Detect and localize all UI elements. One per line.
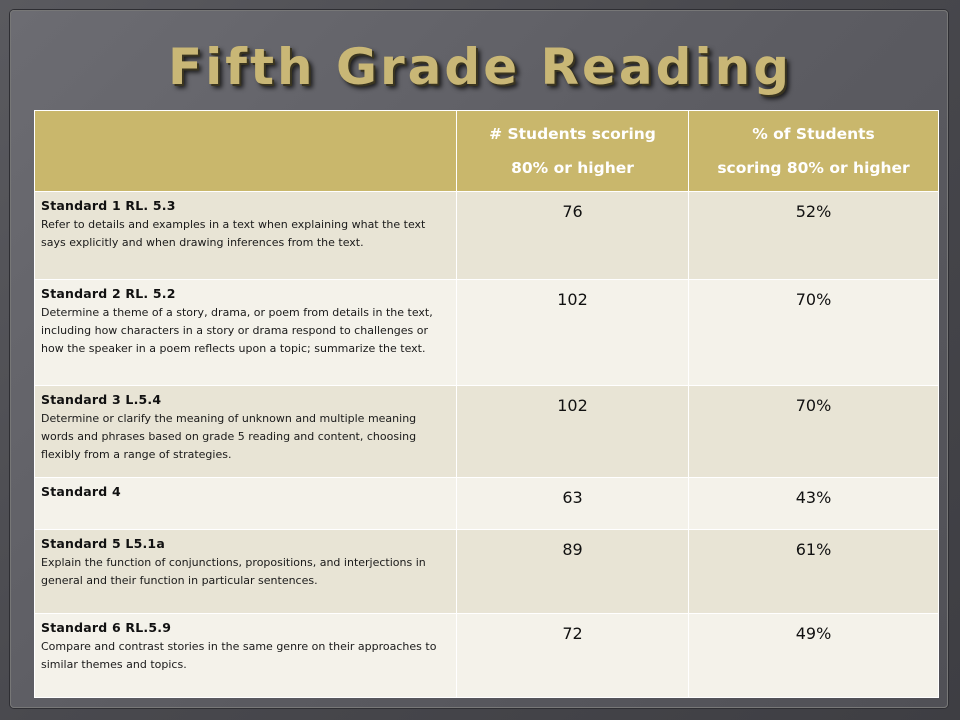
- standard-description: Explain the function of conjunctions, propositions, and interjections in general and their function in particular sentences.: [41, 556, 426, 587]
- standard-cell: [35, 478, 457, 530]
- table-row: [35, 280, 939, 386]
- standard-cell: [35, 530, 457, 614]
- standard-description: Compare and contrast stories in the same genre on their approaches to similar themes and topics.: [41, 640, 437, 671]
- students-count: 89: [457, 530, 689, 614]
- standard-description: Refer to details and examples in a text when explaining what the text says explicitly and when drawing inferences from the text.: [41, 218, 426, 249]
- standard-cell: [35, 192, 457, 280]
- standard-title: Standard 3 L.5.4: [41, 392, 162, 407]
- table-row: [35, 614, 939, 698]
- students-count: 102: [457, 386, 689, 478]
- header-students-percent: [689, 111, 939, 192]
- standard-cell: [35, 386, 457, 478]
- standard-description: Determine a theme of a story, drama, or poem from details in the text, including how characters in a story or drama respond to challenges or how the speaker in a poem reflects upon a topic; summarize the text.: [41, 306, 433, 355]
- header-students-count-line2: 80% or higher: [511, 159, 634, 177]
- table-row: [35, 386, 939, 478]
- standard-title: Standard 6 RL.5.9: [41, 620, 172, 635]
- standard-title: Standard 2 RL. 5.2: [41, 286, 176, 301]
- table-header-row: [35, 111, 939, 192]
- table-row: [35, 478, 939, 530]
- header-students-percent-line1: % of Students: [752, 125, 875, 143]
- students-percent: 70%: [689, 386, 939, 478]
- students-count: 72: [457, 614, 689, 698]
- students-percent: 49%: [689, 614, 939, 698]
- standard-description: Determine or clarify the meaning of unknown and multiple meaning words and phrases based on grade 5 reading and content, choosing flexibly from a range of strategies.: [41, 412, 417, 461]
- standard-cell: [35, 280, 457, 386]
- standard-title: Standard 5 L5.1a: [41, 536, 165, 551]
- standard-title: Standard 1 RL. 5.3: [41, 198, 176, 213]
- standard-cell: [35, 614, 457, 698]
- header-students-count-line1: # Students scoring: [489, 125, 656, 143]
- header-standard: [35, 111, 457, 192]
- header-students-percent-line2: scoring 80% or higher: [717, 159, 910, 177]
- students-count: 102: [457, 280, 689, 386]
- standard-title: Standard 4: [41, 484, 121, 499]
- table-row: [35, 530, 939, 614]
- table-row: [35, 192, 939, 280]
- slide-title: Fifth Grade Reading: [168, 38, 792, 96]
- header-students-count: [457, 111, 689, 192]
- students-percent: 43%: [689, 478, 939, 530]
- students-percent: 61%: [689, 530, 939, 614]
- students-count: 63: [457, 478, 689, 530]
- results-table: [34, 110, 939, 698]
- students-percent: 52%: [689, 192, 939, 280]
- students-count: 76: [457, 192, 689, 280]
- students-percent: 70%: [689, 280, 939, 386]
